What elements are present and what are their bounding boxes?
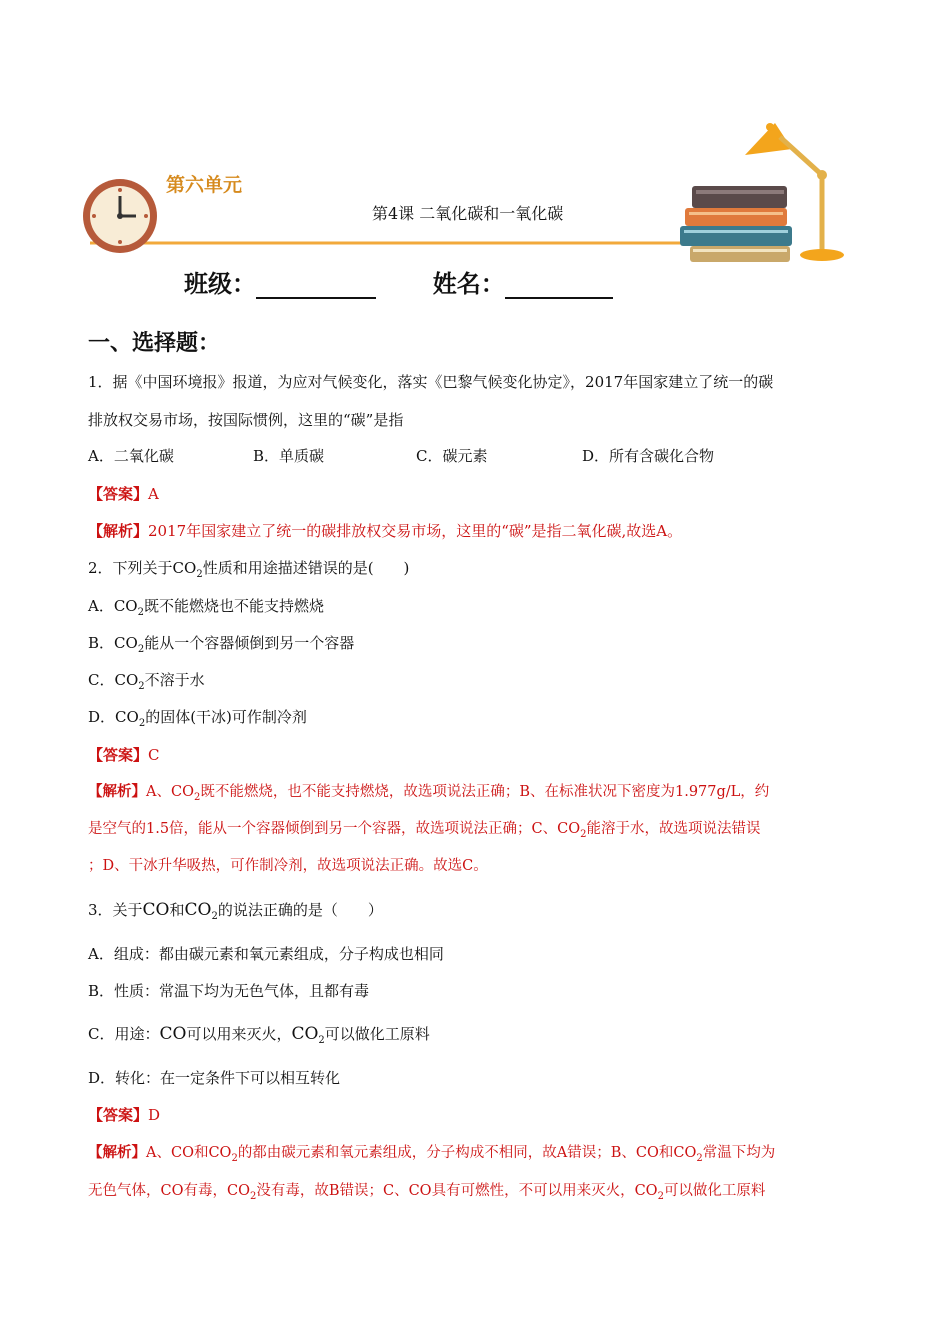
q1-option-d[interactable]: D．所有含碳化合物 bbox=[582, 447, 715, 465]
q2-option-d[interactable] bbox=[88, 707, 307, 734]
q1-option-c[interactable]: C．碳元素 bbox=[416, 447, 488, 465]
q3-answer bbox=[88, 1105, 160, 1125]
name-blank[interactable] bbox=[505, 275, 613, 299]
clock-icon bbox=[83, 179, 157, 253]
class-name-line bbox=[184, 264, 613, 299]
answer-value: C bbox=[148, 746, 160, 764]
formula-co2: CO bbox=[184, 900, 212, 920]
books-icon bbox=[680, 186, 792, 262]
q2-analysis-line3: ；D、干冰升华吸热，可作制冷剂，故选项说法正确。故选C。 bbox=[88, 858, 488, 874]
unit-title: 第六单元 bbox=[166, 174, 243, 196]
answer-tag: 【答案】 bbox=[88, 1106, 149, 1124]
opt-post: 既不能燃烧也不能支持燃烧 bbox=[143, 597, 324, 615]
answer-tag: 【答案】 bbox=[88, 746, 149, 764]
analysis-text: 是空气的1.5倍，能从一个容器倾倒到另一个容器，故选项说法正确；C、CO bbox=[88, 821, 581, 837]
analysis-tag: 【解析】 bbox=[88, 1144, 146, 1161]
analysis-text: 既不能燃烧，也不能支持燃烧，故选项说法正确；B、在标准状况下密度为1.977g/L，约 bbox=[200, 784, 770, 800]
opt-text: 可以用来灭火， bbox=[186, 1025, 292, 1043]
q2-option-c[interactable] bbox=[88, 670, 205, 697]
q1-analysis bbox=[88, 521, 682, 541]
q1-option-a[interactable]: A．二氧化碳 bbox=[88, 447, 174, 465]
q3-stem-a: 3．关于 bbox=[88, 901, 143, 919]
analysis-sub: 2 bbox=[193, 791, 201, 803]
q3-option-c[interactable] bbox=[88, 1024, 430, 1051]
q1-option-b[interactable]: B．单质碳 bbox=[253, 447, 325, 465]
opt-post: 不溶于水 bbox=[144, 671, 205, 689]
analysis-text: 可以做化工原料 bbox=[663, 1183, 766, 1199]
answer-tag: 【答案】 bbox=[88, 485, 149, 503]
analysis-text: 的都由碳元素和氧元素组成，分子构成不相同，故A错误；B、CO和CO bbox=[237, 1145, 697, 1161]
q2-stem-sub: 2 bbox=[196, 569, 203, 580]
analysis-text: A、CO和CO bbox=[146, 1145, 232, 1161]
analysis-sub: 2 bbox=[249, 1190, 257, 1202]
q1-stem-line1: 1．据《中国环境报》报道，为应对气候变化，落实《巴黎气候变化协定》，2017年国家建立了统一的碳 bbox=[88, 373, 774, 391]
formula-sub: 2 bbox=[318, 1035, 325, 1046]
opt-sub: 2 bbox=[138, 718, 146, 729]
q3-analysis-line2 bbox=[88, 1181, 765, 1207]
name-label: 姓名： bbox=[432, 270, 505, 298]
analysis-text: 无色气体，CO有毒，CO bbox=[88, 1183, 250, 1199]
analysis-tag: 【解析】 bbox=[88, 783, 146, 800]
formula-sub: 2 bbox=[211, 911, 218, 922]
opt-pre: D．CO bbox=[88, 708, 139, 726]
q3-option-a[interactable]: A．组成：都由碳元素和氧元素组成，分子构成也相同 bbox=[88, 945, 444, 963]
q3-option-d[interactable]: D．转化：在一定条件下可以相互转化 bbox=[88, 1069, 341, 1087]
q2-option-b[interactable] bbox=[88, 633, 354, 660]
analysis-text: 2017年国家建立了统一的碳排放权交易市场，这里的“碳”是指二氧化碳,故选A。 bbox=[148, 522, 683, 540]
class-label: 班级： bbox=[184, 270, 256, 298]
formula-co: CO bbox=[142, 900, 170, 920]
opt-post: 能从一个容器倾倒到另一个容器 bbox=[144, 634, 355, 652]
q2-option-a[interactable] bbox=[88, 596, 324, 623]
q3-option-b[interactable]: B．性质：常温下均为无色气体，且都有毒 bbox=[88, 982, 370, 1000]
analysis-text: 能溶于水，故选项说法错误 bbox=[586, 821, 761, 837]
opt-sub: 2 bbox=[137, 644, 145, 655]
q3-stem-and: 和 bbox=[169, 901, 185, 919]
opt-post: 的固体(干冰)可作制冷剂 bbox=[145, 708, 307, 726]
lesson-title: 第4课 二氧化碳和一氧化碳 bbox=[372, 204, 564, 223]
opt-pre: A．CO bbox=[88, 597, 138, 615]
q3-stem bbox=[88, 900, 383, 927]
analysis-sub: 2 bbox=[696, 1152, 703, 1164]
answer-value: D bbox=[148, 1106, 161, 1124]
analysis-tag: 【解析】 bbox=[88, 522, 149, 540]
q2-stem-a: 2．下列关于CO bbox=[88, 559, 197, 577]
opt-sub: 2 bbox=[138, 681, 145, 692]
opt-pre: B．CO bbox=[88, 634, 138, 652]
analysis-sub: 2 bbox=[231, 1152, 238, 1164]
analysis-text: A、CO bbox=[146, 784, 194, 800]
analysis-sub: 2 bbox=[580, 828, 587, 840]
q1-answer bbox=[88, 484, 159, 504]
class-blank[interactable] bbox=[256, 275, 376, 299]
q2-answer bbox=[88, 745, 160, 765]
section-title: 一、选择题： bbox=[88, 331, 221, 356]
analysis-sub: 2 bbox=[657, 1190, 664, 1202]
opt-sub: 2 bbox=[137, 607, 144, 618]
analysis-text: 没有毒，故B错误；C、CO具有可燃性，不可以用来灭火，CO bbox=[256, 1183, 658, 1199]
q2-analysis-line1 bbox=[88, 782, 769, 808]
opt-pre: C．CO bbox=[88, 671, 139, 689]
formula-co: CO bbox=[159, 1024, 187, 1044]
opt-text: 可以做化工原料 bbox=[324, 1025, 430, 1043]
q1-stem-line2: 排放权交易市场，按国际惯例，这里的“碳”是指 bbox=[88, 411, 404, 429]
q2-stem-b: 性质和用途描述错误的是( ) bbox=[202, 559, 410, 577]
q2-stem bbox=[88, 558, 409, 585]
q2-analysis-line2 bbox=[88, 819, 761, 845]
q3-analysis-line1 bbox=[88, 1143, 775, 1169]
q3-stem-b: 的说法正确的是（ ） bbox=[217, 901, 383, 919]
opt-text: C．用途： bbox=[88, 1025, 160, 1043]
analysis-text: 常温下均为 bbox=[702, 1145, 776, 1161]
q1-options bbox=[88, 446, 868, 466]
answer-value: A bbox=[148, 485, 159, 503]
formula-co2: CO bbox=[291, 1024, 319, 1044]
